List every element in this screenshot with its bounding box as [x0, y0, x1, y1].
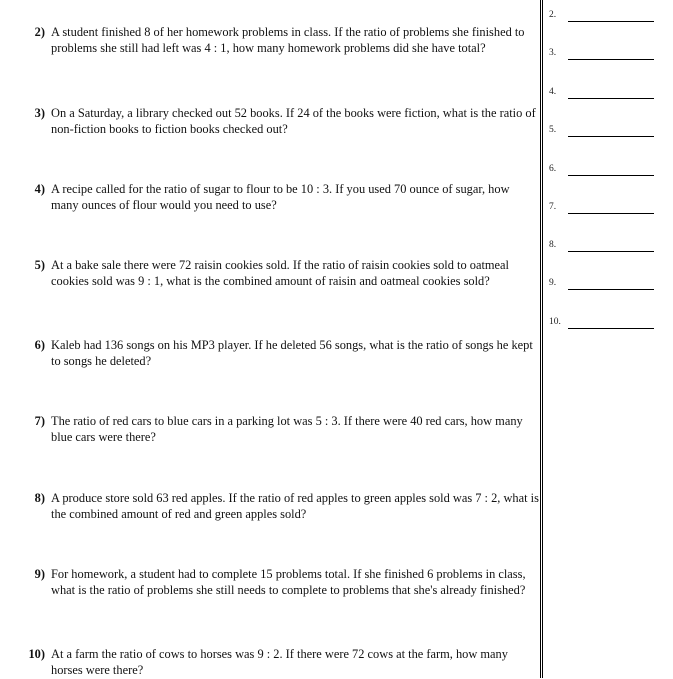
answer-number: 2.	[549, 10, 557, 20]
question-number: 2)	[34, 25, 45, 39]
question-text: At a farm the ratio of cows to horses was 9 : 2. If there were 72 cows at the farm, how many horses were there?	[51, 647, 508, 678]
question-text: On a Saturday, a library checked out 52 books. If 24 of the books were fiction, what is the ratio of non-fiction books to fiction books checked out?	[51, 106, 536, 137]
answer-line	[568, 289, 654, 290]
answer-number: 3.	[549, 48, 557, 58]
answer-blank-2[interactable]	[549, 9, 659, 23]
answer-line	[568, 59, 654, 60]
column-divider	[542, 0, 543, 678]
answer-number: 7.	[549, 202, 557, 212]
question-text: For homework, a student had to complete 15 problems total. If she finished 6 problems in class, what is the ratio of problems she still needs to complete to problems that she's already finished?	[51, 567, 526, 598]
answer-line	[568, 213, 654, 214]
answer-line	[568, 175, 654, 176]
question-number: 9)	[34, 567, 45, 581]
answer-number: 6.	[549, 164, 557, 174]
answer-line	[568, 328, 654, 329]
question-text: A produce store sold 63 red apples. If the ratio of red apples to green apples sold was 7 : 2, what is the combined amount of red and green apples sold?	[51, 491, 539, 522]
question-text: At a bake sale there were 72 raisin cookies sold. If the ratio of raisin cookies sold to oatmeal cookies sold was 9 : 1, what is the combined amount of raisin and oatmeal cookies sold?	[51, 258, 509, 289]
answer-blank-6[interactable]	[549, 163, 659, 177]
answer-blank-10[interactable]	[549, 316, 659, 330]
question-text: A student finished 8 of her homework problems in class. If the ratio of problems she finished to problems she still had left was 4 : 1, how many homework problems did she have total?	[51, 25, 525, 56]
answer-number: 5.	[549, 125, 557, 135]
question-number: 4)	[34, 182, 45, 196]
answer-number: 10.	[549, 317, 561, 327]
question-number: 8)	[34, 491, 45, 505]
answer-blank-7[interactable]	[549, 201, 659, 215]
answer-line	[568, 136, 654, 137]
answer-blank-3[interactable]	[549, 47, 659, 61]
answer-blank-5[interactable]	[549, 124, 659, 138]
question-text: A recipe called for the ratio of sugar to flour to be 10 : 3. If you used 70 ounce of sugar, how many ounces of flour would you need to use?	[51, 182, 510, 213]
question-number: 10)	[28, 647, 45, 661]
question-text: The ratio of red cars to blue cars in a parking lot was 5 : 3. If there were 40 red cars, how many blue cars were there?	[51, 414, 523, 445]
question-number: 7)	[34, 414, 45, 428]
question-text: Kaleb had 136 songs on his MP3 player. If he deleted 56 songs, what is the ratio of songs he kept to songs he deleted?	[51, 338, 533, 369]
column-divider	[540, 0, 541, 678]
answer-blank-4[interactable]	[549, 86, 659, 100]
question-number: 6)	[34, 338, 45, 352]
answer-line	[568, 251, 654, 252]
answer-line	[568, 21, 654, 22]
answer-number: 8.	[549, 240, 557, 250]
answer-number: 9.	[549, 278, 557, 288]
question-number: 3)	[34, 106, 45, 120]
answer-blank-8[interactable]	[549, 239, 659, 253]
answer-line	[568, 98, 654, 99]
answer-number: 4.	[549, 87, 557, 97]
answer-blank-9[interactable]	[549, 277, 659, 291]
question-number: 5)	[34, 258, 45, 272]
